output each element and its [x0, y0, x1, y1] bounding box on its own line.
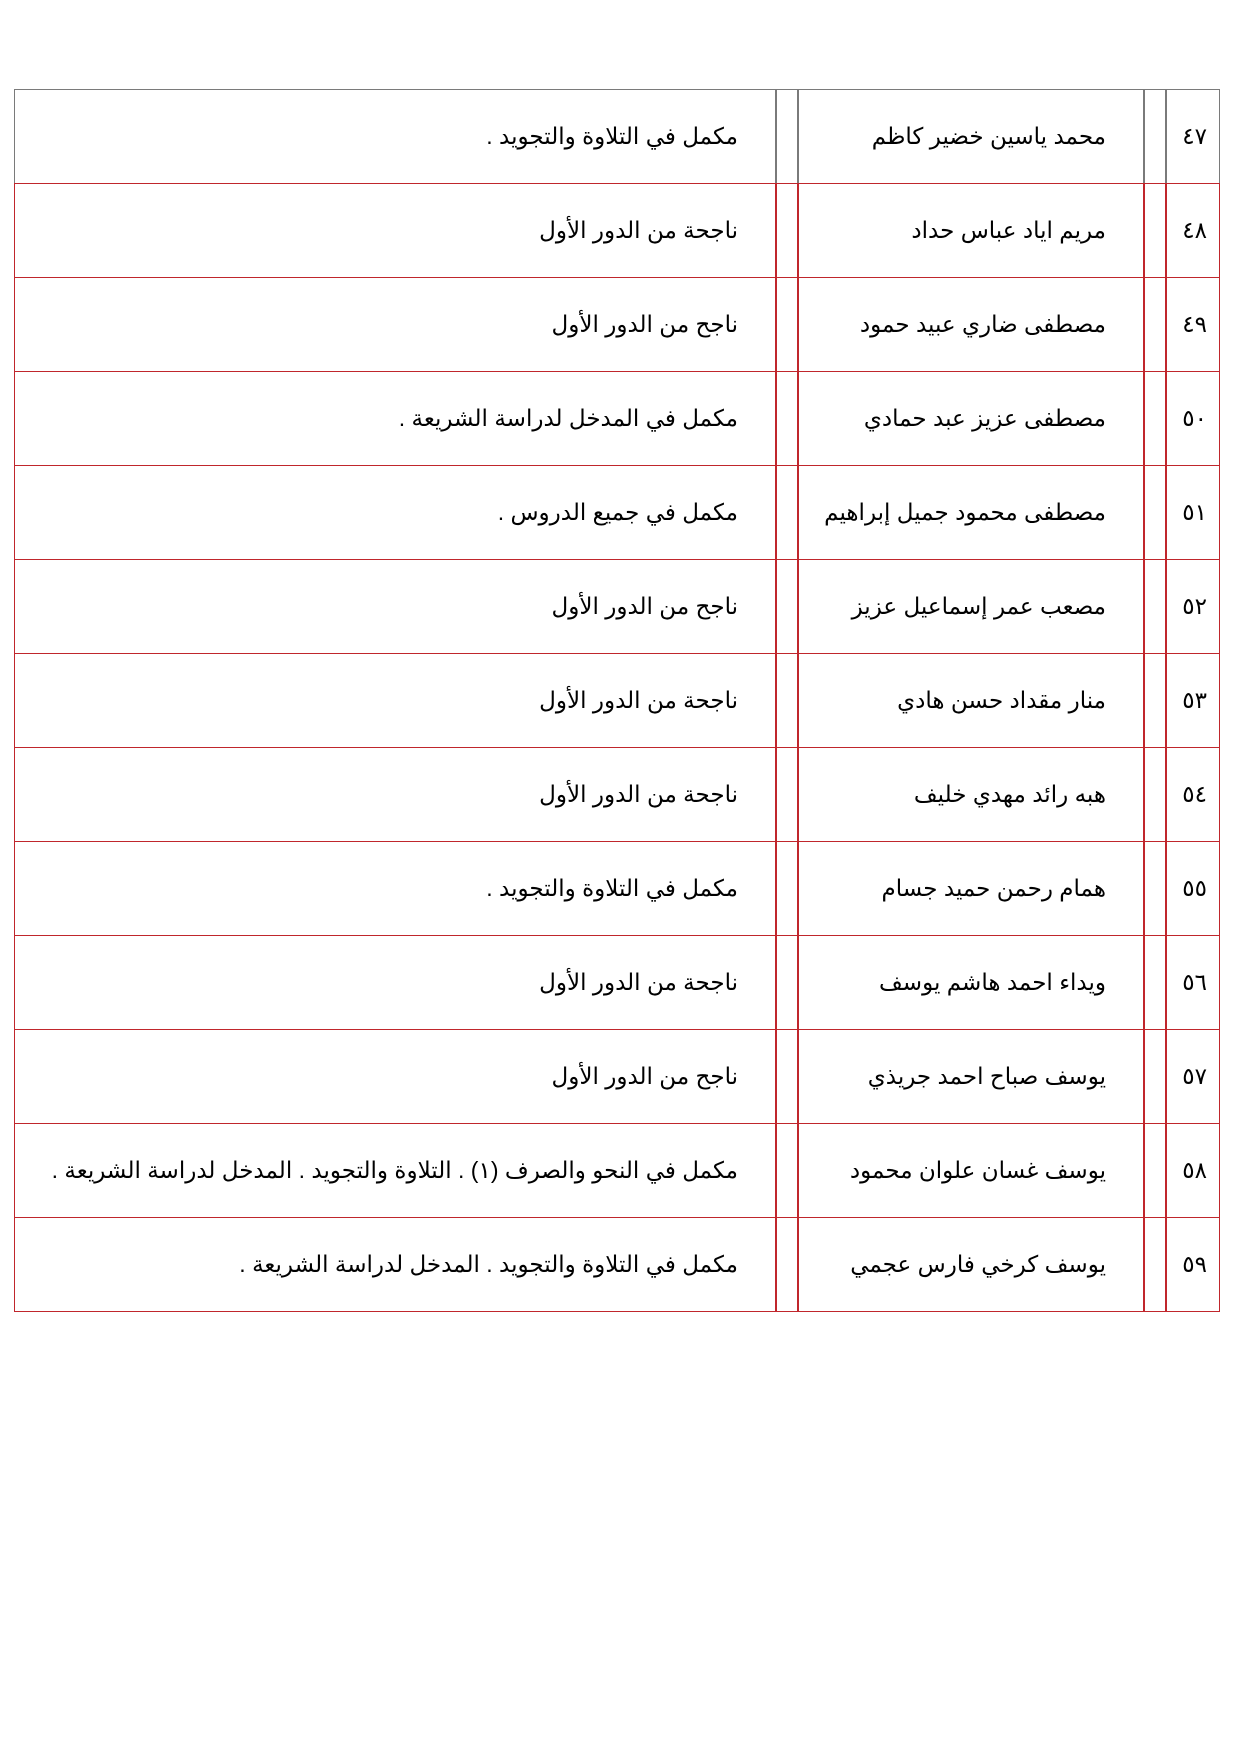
row-status: مكمل في التلاوة والتجويد . المدخل لدراسة الشريعة . [239, 1251, 738, 1277]
spacer-cell [1144, 1123, 1166, 1218]
row-status: ناجح من الدور الأول [551, 593, 738, 619]
row-number: ٥٥ [1182, 875, 1207, 901]
spacer-cell [1144, 89, 1166, 184]
row-name: مصعب عمر إسماعيل عزيز [851, 593, 1106, 619]
spacer-cell [776, 183, 798, 278]
spacer-cell [776, 935, 798, 1030]
spacer-cell [776, 559, 798, 654]
spacer-cell [776, 747, 798, 842]
row-status: مكمل في النحو والصرف (١) . التلاوة والتجويد . المدخل لدراسة الشريعة . [51, 1157, 738, 1183]
spacer-cell [1144, 183, 1166, 278]
spacer-cell [776, 89, 798, 184]
spacer-cell [1144, 841, 1166, 936]
row-status: ناجحة من الدور الأول [539, 687, 738, 713]
row-name: مصطفى محمود جميل إبراهيم [824, 499, 1106, 525]
row-number: ٥٠ [1182, 405, 1207, 431]
row-number: ٤٧ [1182, 123, 1207, 149]
spacer-cell [1144, 935, 1166, 1030]
spacer-cell [776, 841, 798, 936]
row-status: مكمل في جميع الدروس . [497, 499, 738, 525]
spacer-cell [776, 1123, 798, 1218]
row-name: يوسف كرخي فارس عجمي [850, 1251, 1106, 1277]
spacer-cell [776, 465, 798, 560]
spacer-cell [1144, 1217, 1166, 1312]
row-status: مكمل في المدخل لدراسة الشريعة . [398, 405, 738, 431]
row-name: يوسف صباح احمد جريذي [867, 1063, 1106, 1089]
spacer-cell [776, 1217, 798, 1312]
row-number: ٥٧ [1182, 1063, 1207, 1089]
row-name: يوسف غسان علوان محمود [849, 1157, 1106, 1183]
spacer-cell [1144, 559, 1166, 654]
spacer-cell [776, 653, 798, 748]
spacer-cell [776, 1029, 798, 1124]
row-status: ناجح من الدور الأول [551, 311, 738, 337]
row-status: ناجح من الدور الأول [551, 1063, 738, 1089]
row-status: مكمل في التلاوة والتجويد . [486, 875, 738, 901]
spacer-cell [776, 277, 798, 372]
row-number: ٥٩ [1182, 1251, 1207, 1277]
row-number: ٥١ [1182, 499, 1207, 525]
row-status: ناجحة من الدور الأول [539, 781, 738, 807]
row-status: ناجحة من الدور الأول [539, 217, 738, 243]
spacer-cell [1144, 465, 1166, 560]
row-name: ويداء احمد هاشم يوسف [878, 969, 1106, 995]
spacer-cell [1144, 747, 1166, 842]
spacer-cell [1144, 371, 1166, 466]
spacer-cell [776, 371, 798, 466]
row-name: مصطفى عزيز عبد حمادي [863, 405, 1106, 431]
spacer-cell [1144, 653, 1166, 748]
spacer-cell [1144, 277, 1166, 372]
row-number: ٥٨ [1182, 1157, 1207, 1183]
row-name: مصطفى ضاري عبيد حمود [859, 311, 1106, 337]
row-name: مريم اياد عباس حداد [911, 217, 1106, 243]
spacer-cell [1144, 1029, 1166, 1124]
row-name: همام رحمن حميد جسام [881, 875, 1106, 901]
row-status: ناجحة من الدور الأول [539, 969, 738, 995]
row-number: ٤٩ [1182, 311, 1207, 337]
row-number: ٥٢ [1182, 593, 1207, 619]
row-name: منار مقداد حسن هادي [897, 687, 1106, 713]
row-number: ٥٤ [1182, 781, 1207, 807]
row-number: ٥٦ [1182, 969, 1207, 995]
row-name: محمد ياسين خضير كاظم [871, 123, 1106, 149]
row-number: ٤٨ [1182, 217, 1207, 243]
row-number: ٥٣ [1182, 687, 1207, 713]
row-name: هبه رائد مهدي خليف [913, 781, 1106, 807]
row-status: مكمل في التلاوة والتجويد . [486, 123, 738, 149]
